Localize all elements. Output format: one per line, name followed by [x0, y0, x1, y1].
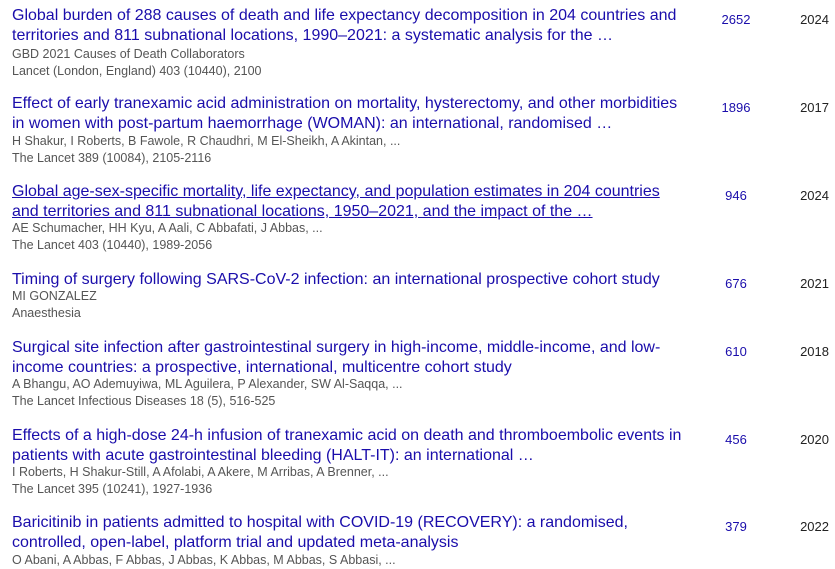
- cited-by-link[interactable]: 379: [725, 519, 747, 534]
- article-year: 2017: [800, 100, 829, 115]
- article-title-link[interactable]: Baricitinib in patients admitted to hospital with COVID-19 (RECOVERY): a randomised, controlled, open-label, platform trial and updated meta-analysis: [12, 514, 628, 551]
- article-title-link[interactable]: Global age-sex-specific mortality, life expectancy, and population estimates in 204 countries and territories and 811 subnational locations, 1950–2021, and the impact of the …: [12, 183, 660, 220]
- article-authors: GBD 2021 Causes of Death Collaborators: [12, 47, 245, 61]
- cited-by-link[interactable]: 676: [725, 276, 747, 291]
- article-title-link[interactable]: Global burden of 288 causes of death and life expectancy decomposition in 204 countries and territories and 811 subnational locations, 1990–2021: a systematic analysis for the …: [12, 7, 677, 44]
- article-title-link[interactable]: Effects of a high-dose 24-h infusion of tranexamic acid on death and thromboembolic events in patients with acute gastrointestinal bleeding (HALT-IT): an international …: [12, 427, 682, 464]
- article-venue: Anaesthesia: [12, 306, 81, 320]
- article-year: 2020: [800, 432, 829, 447]
- article-venue: The Lancet 389 (10084), 2105-2116: [12, 151, 212, 165]
- cited-by-link[interactable]: 1896: [721, 100, 751, 115]
- article-authors: MI GONZALEZ: [12, 289, 97, 303]
- article-authors: A Bhangu, AO Ademuyiwa, ML Aguilera, P Alexander, SW Al-Saqqa, ...: [12, 377, 403, 391]
- article-year: 2021: [800, 276, 829, 291]
- article-venue: The Lancet 403 (10440), 1989-2056: [12, 238, 213, 252]
- article-authors: AE Schumacher, HH Kyu, A Aali, C Abbafati, J Abbas, ...: [12, 221, 323, 235]
- cited-by-link[interactable]: 2652: [721, 12, 751, 27]
- article-authors: O Abani, A Abbas, F Abbas, J Abbas, K Abbas, M Abbas, S Abbasi, ...: [12, 553, 396, 567]
- article-authors: H Shakur, I Roberts, B Fawole, R Chaudhri, M El-Sheikh, A Akintan, ...: [12, 134, 401, 148]
- article-year: 2024: [800, 12, 829, 27]
- article-venue: The Lancet Infectious Diseases 18 (5), 516-525: [12, 394, 276, 408]
- article-year: 2022: [800, 519, 829, 534]
- cited-by-link[interactable]: 610: [725, 344, 747, 359]
- article-year: 2018: [800, 344, 829, 359]
- article-authors: I Roberts, H Shakur-Still, A Afolabi, A Akere, M Arribas, A Brenner, ...: [12, 465, 389, 479]
- article-venue: The Lancet 395 (10241), 1927-1936: [12, 482, 213, 496]
- article-year: 2024: [800, 188, 829, 203]
- article-venue: Lancet (London, England) 403 (10440), 2100: [12, 64, 262, 78]
- cited-by-link[interactable]: 946: [725, 188, 747, 203]
- cited-by-link[interactable]: 456: [725, 432, 747, 447]
- article-title-link[interactable]: Timing of surgery following SARS-CoV-2 infection: an international prospective cohort study: [12, 271, 660, 288]
- article-title-link[interactable]: Surgical site infection after gastrointestinal surgery in high-income, middle-income, and low-income countries: a prospective, international, multicentre cohort study: [12, 339, 661, 376]
- article-title-link[interactable]: Effect of early tranexamic acid administration on mortality, hysterectomy, and other morbidities in women with post-partum haemorrhage (WOMAN): an international, randomised …: [12, 95, 678, 132]
